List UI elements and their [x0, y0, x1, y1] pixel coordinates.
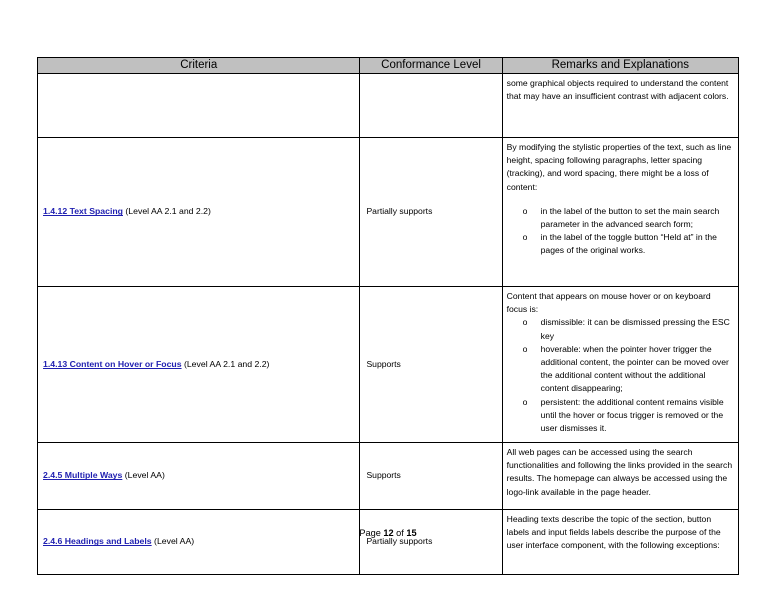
- criteria-link[interactable]: 1.4.12 Text Spacing: [43, 206, 123, 217]
- list-item-text: in the label of the button to set the main search parameter in the advanced search form;: [540, 205, 720, 230]
- conformance-level-cell: Supports: [360, 443, 502, 510]
- conformance-level-cell: [360, 74, 502, 138]
- table-row: [38, 443, 739, 510]
- list-item-text: hoverable: when the pointer hover trigger the additional content, the pointer can be moved over the additional content without the additional content disappearing;: [540, 343, 729, 394]
- page-footer: [0, 528, 776, 538]
- criteria-cell: [38, 74, 360, 138]
- hollow-circle-bullet-icon: o: [522, 343, 528, 354]
- table-header-row: [38, 58, 739, 74]
- remarks-paragraph: All web pages can be accessed using the search functionalities and following the links provided in the search results. The homepage can always be accessed using the logo-link available in the page header.: [506, 447, 733, 497]
- criteria-link[interactable]: 2.4.6 Headings and Labels: [43, 536, 152, 547]
- list-item-text: persistent: the additional content remains visible until the hover or focus trigger is removed or the user dismisses it.: [540, 396, 724, 434]
- conformance-level-cell: Partially supports: [360, 138, 502, 287]
- column-header-criteria: Criteria: [38, 58, 360, 74]
- remarks-paragraph: some graphical objects required to understand the content that may have an insufficient contrast with adjacent colors.: [506, 78, 729, 102]
- remarks-paragraph: Heading texts describe the topic of the section, button labels and input fields labels describe the purpose of the user interface component, with the following exceptions:: [506, 514, 721, 551]
- criteria-level-note: (Level AA 2.1 and 2.2): [123, 206, 211, 217]
- list-item: [507, 316, 733, 342]
- remarks-paragraph: Content that appears on mouse hover or on keyboard focus is:: [506, 291, 711, 315]
- footer-total-pages: 15: [406, 528, 417, 538]
- remarks-bullet-list: [507, 205, 733, 258]
- criteria-cell: [38, 287, 360, 443]
- hollow-circle-bullet-icon: o: [522, 232, 528, 243]
- remarks-bullet-list: [507, 316, 733, 435]
- table-row: [38, 287, 739, 443]
- criteria-link[interactable]: 1.4.13 Content on Hover or Focus: [43, 358, 182, 369]
- conformance-level-cell: Supports: [360, 287, 502, 443]
- remarks-cell: [502, 74, 738, 138]
- footer-page-number: 12: [383, 528, 394, 538]
- spacer: [507, 194, 733, 205]
- table-body: [38, 74, 739, 575]
- remarks-cell: [502, 138, 738, 287]
- remarks-cell: [502, 510, 738, 575]
- table-row: [38, 74, 739, 138]
- footer-of: of: [393, 528, 407, 538]
- list-item: [507, 343, 733, 396]
- remarks-cell: [502, 443, 738, 510]
- criteria-level-note: (Level AA): [151, 536, 195, 547]
- conformance-table: [37, 57, 739, 575]
- criteria-cell: [38, 510, 360, 575]
- list-item: [507, 396, 733, 436]
- criteria-link[interactable]: 2.4.5 Multiple Ways: [43, 470, 123, 481]
- hollow-circle-bullet-icon: o: [522, 205, 528, 216]
- criteria-cell: [38, 443, 360, 510]
- list-item-text: dismissible: it can be dismissed pressing the ESC key: [540, 317, 730, 341]
- remarks-paragraph: By modifying the stylistic properties of the text, such as line height, spacing following paragraphs, letter spacing (tracking), and word spacing, there might be a loss of content:: [506, 142, 732, 192]
- list-item: [507, 205, 733, 231]
- column-header-conformance-level: Conformance Level: [360, 58, 502, 74]
- table-row: [38, 510, 739, 575]
- criteria-level-note: (Level AA): [122, 470, 165, 481]
- criteria-cell: [38, 138, 360, 287]
- remarks-cell: [502, 287, 738, 443]
- list-item: [507, 231, 733, 257]
- hollow-circle-bullet-icon: o: [522, 396, 528, 407]
- list-item-text: in the label of the toggle button “Held at” in the pages of the original works.: [540, 232, 717, 256]
- table-header: [38, 58, 739, 74]
- column-header-remarks: Remarks and Explanations: [502, 58, 738, 74]
- table-row: [38, 138, 739, 287]
- criteria-level-note: (Level AA 2.1 and 2.2): [181, 358, 270, 369]
- footer-page-prefix: Page: [359, 528, 384, 538]
- conformance-level-cell: Partially supports: [360, 510, 502, 575]
- hollow-circle-bullet-icon: o: [522, 317, 528, 328]
